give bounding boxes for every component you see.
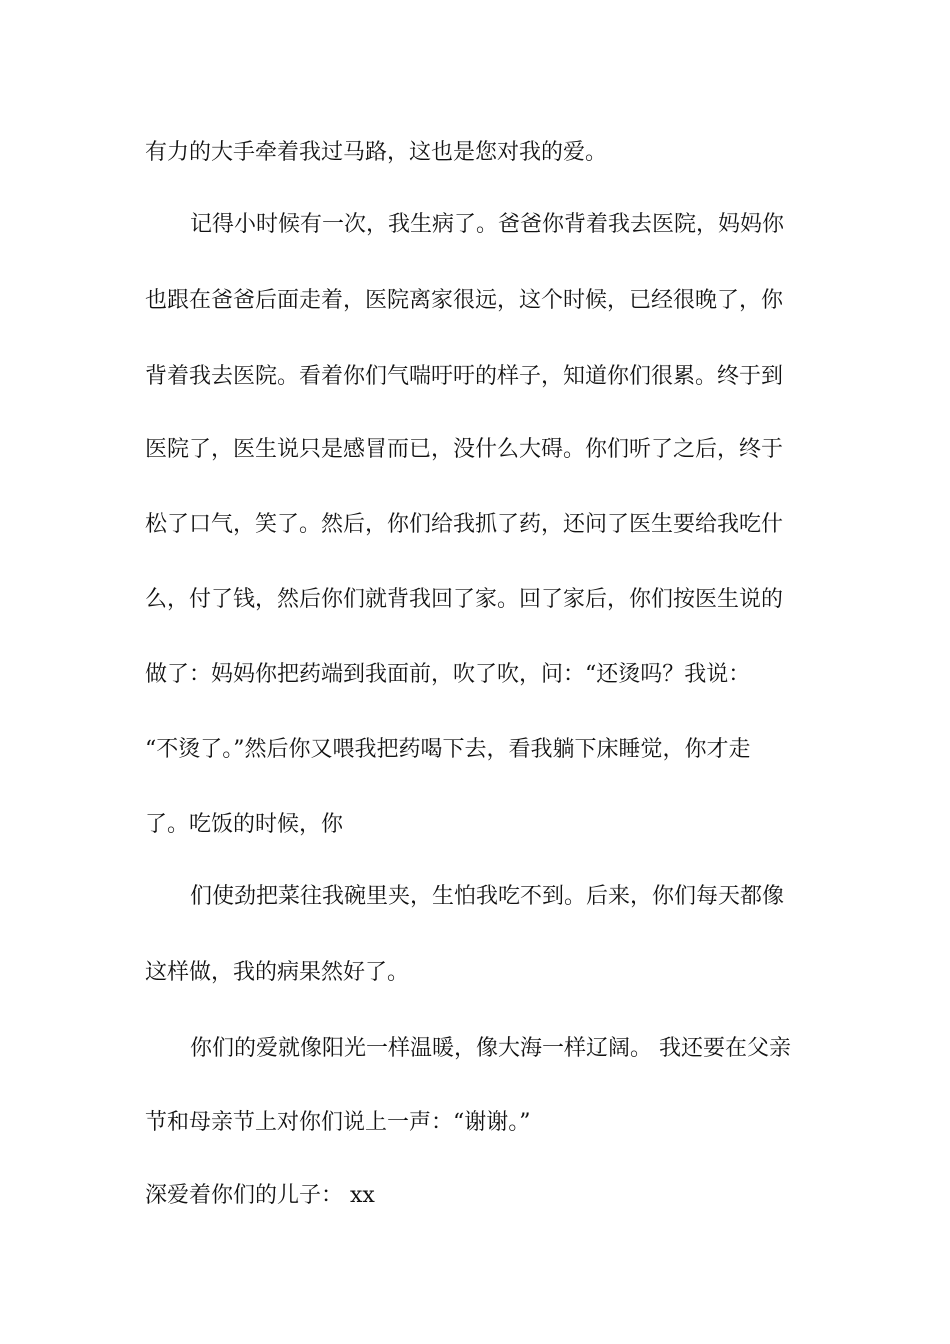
text-line: 背着我去医院。看着你们气喘吁吁的样子，知道你们很累。终于到 bbox=[145, 364, 784, 389]
text-line: 有力的大手牵着我过马路，这也是您对我的爱。 bbox=[145, 140, 608, 165]
text-line: 这样做，我的病果然好了。 bbox=[145, 960, 410, 985]
text-line: 么，付了钱，然后你们就背我回了家。回了家后，你们按医生说的 bbox=[145, 587, 784, 612]
text-line: 医院了，医生说只是感冒而已，没什么大碍。你们听了之后，终于 bbox=[145, 437, 784, 462]
text-line: “不烫了。”然后你又喂我把药喝下去，看我躺下床睡觉，你才走 bbox=[145, 737, 751, 762]
signature-line: 深爱着你们的儿子： xx bbox=[145, 1183, 375, 1208]
text-line: 松了口气，笑了。然后，你们给我抓了药，还问了医生要给我吃什 bbox=[145, 512, 784, 537]
text-line: 们使劲把菜往我碗里夹，生怕我吃不到。后来，你们每天都像 bbox=[190, 884, 785, 909]
text-line: 节和母亲节上对你们说上一声：“谢谢。” bbox=[145, 1110, 531, 1135]
text-line: 也跟在爸爸后面走着，医院离家很远，这个时候，已经很晚了，你 bbox=[145, 288, 784, 313]
text-line: 你们的爱就像阳光一样温暖，像大海一样辽阔。 我还要在父亲 bbox=[190, 1036, 791, 1061]
text-line: 记得小时候有一次，我生病了。爸爸你背着我去医院，妈妈你 bbox=[190, 212, 785, 237]
text-line: 了。吃饭的时候，你 bbox=[145, 812, 344, 837]
text-line: 做了：妈妈你把药端到我面前，吹了吹，问：“还烫吗？我说： bbox=[145, 662, 751, 687]
